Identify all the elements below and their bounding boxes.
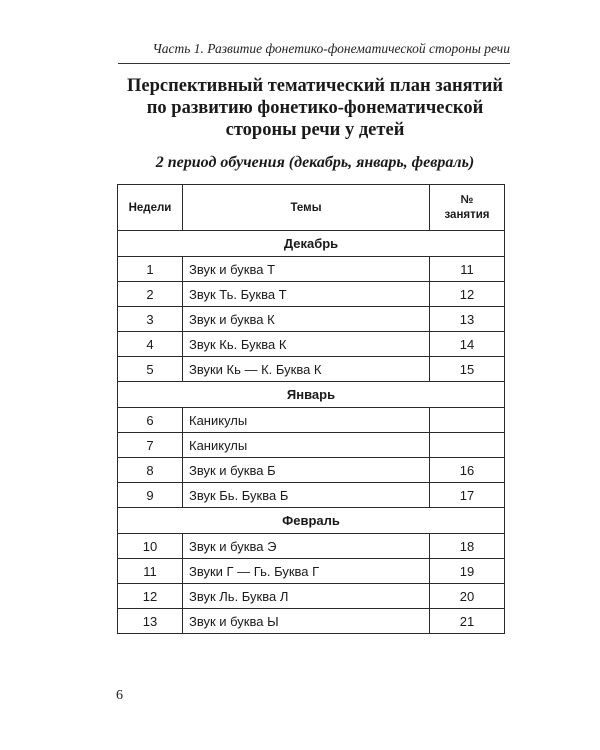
month-row-december: [118, 231, 505, 257]
week-cell: 2: [118, 282, 183, 307]
week-cell: 6: [118, 408, 183, 433]
topic-cell: Звук и буква Ы: [183, 609, 430, 634]
week-cell: 3: [118, 307, 183, 332]
month-row-january: [118, 382, 505, 408]
header-rule: [118, 63, 510, 64]
week-cell: 11: [118, 559, 183, 584]
week-cell: 13: [118, 609, 183, 634]
lesson-number-cell: 14: [430, 332, 505, 357]
month-row-february: [118, 508, 505, 534]
number-sign: №: [460, 193, 474, 206]
lesson-number-cell: 13: [430, 307, 505, 332]
table-row: [118, 282, 505, 307]
weeks-column-header: Недели: [118, 185, 183, 231]
week-cell: 5: [118, 357, 183, 382]
table-row: [118, 609, 505, 634]
week-cell: 7: [118, 433, 183, 458]
lesson-number-cell: [430, 408, 505, 433]
lesson-number-cell: 12: [430, 282, 505, 307]
lesson-number-cell: 18: [430, 534, 505, 559]
table-row: [118, 483, 505, 508]
topic-cell: Звук Кь. Буква К: [183, 332, 430, 357]
topic-cell: Звуки Г — Гь. Буква Г: [183, 559, 430, 584]
month-label: Декабрь: [118, 231, 505, 257]
period-subtitle: 2 период обучения (декабрь, январь, февраль): [155, 154, 475, 171]
table-row: [118, 332, 505, 357]
topic-cell: Звук Бь. Буква Б: [183, 483, 430, 508]
page-number: 6: [116, 688, 123, 703]
topic-cell: Звук и буква Т: [183, 257, 430, 282]
title-line: по развитию фонетико-фонематической: [146, 98, 484, 118]
topic-cell: Звук Ть. Буква Т: [183, 282, 430, 307]
table-row: [118, 584, 505, 609]
table-header-row: [118, 185, 505, 231]
topic-cell: Каникулы: [183, 433, 430, 458]
lesson-number-cell: 21: [430, 609, 505, 634]
table-row: [118, 257, 505, 282]
week-cell: 12: [118, 584, 183, 609]
topics-column-header: Темы: [183, 185, 430, 231]
table-row: [118, 458, 505, 483]
running-header: Часть 1. Развитие фонетико-фонематической стороны речи: [152, 41, 510, 56]
week-cell: 8: [118, 458, 183, 483]
topic-cell: Звук и буква К: [183, 307, 430, 332]
page-title: [100, 75, 530, 141]
lesson-number-cell: [430, 433, 505, 458]
lesson-number-cell: 17: [430, 483, 505, 508]
lesson-number-cell: 16: [430, 458, 505, 483]
table-row: [118, 357, 505, 382]
lesson-label: занятия: [444, 208, 490, 221]
table-row: [118, 433, 505, 458]
week-cell: 9: [118, 483, 183, 508]
topic-cell: Звук и буква Б: [183, 458, 430, 483]
lesson-number-cell: 11: [430, 257, 505, 282]
table-row: [118, 559, 505, 584]
month-label: Февраль: [118, 508, 505, 534]
topic-cell: Звук и буква Э: [183, 534, 430, 559]
lesson-number-column-header: [430, 185, 505, 231]
week-cell: 10: [118, 534, 183, 559]
topic-cell: Каникулы: [183, 408, 430, 433]
month-label: Январь: [118, 382, 505, 408]
topic-cell: Звук Ль. Буква Л: [183, 584, 430, 609]
lesson-number-cell: 20: [430, 584, 505, 609]
table-row: [118, 408, 505, 433]
topic-cell: Звуки Кь — К. Буква К: [183, 357, 430, 382]
lesson-number-cell: 19: [430, 559, 505, 584]
title-line: Перспективный тематический план занятий: [126, 76, 504, 96]
title-line: стороны речи у детей: [225, 120, 405, 140]
lesson-plan-table: [117, 184, 505, 634]
lesson-number-cell: 15: [430, 357, 505, 382]
week-cell: 4: [118, 332, 183, 357]
table-row: [118, 307, 505, 332]
table-row: [118, 534, 505, 559]
week-cell: 1: [118, 257, 183, 282]
